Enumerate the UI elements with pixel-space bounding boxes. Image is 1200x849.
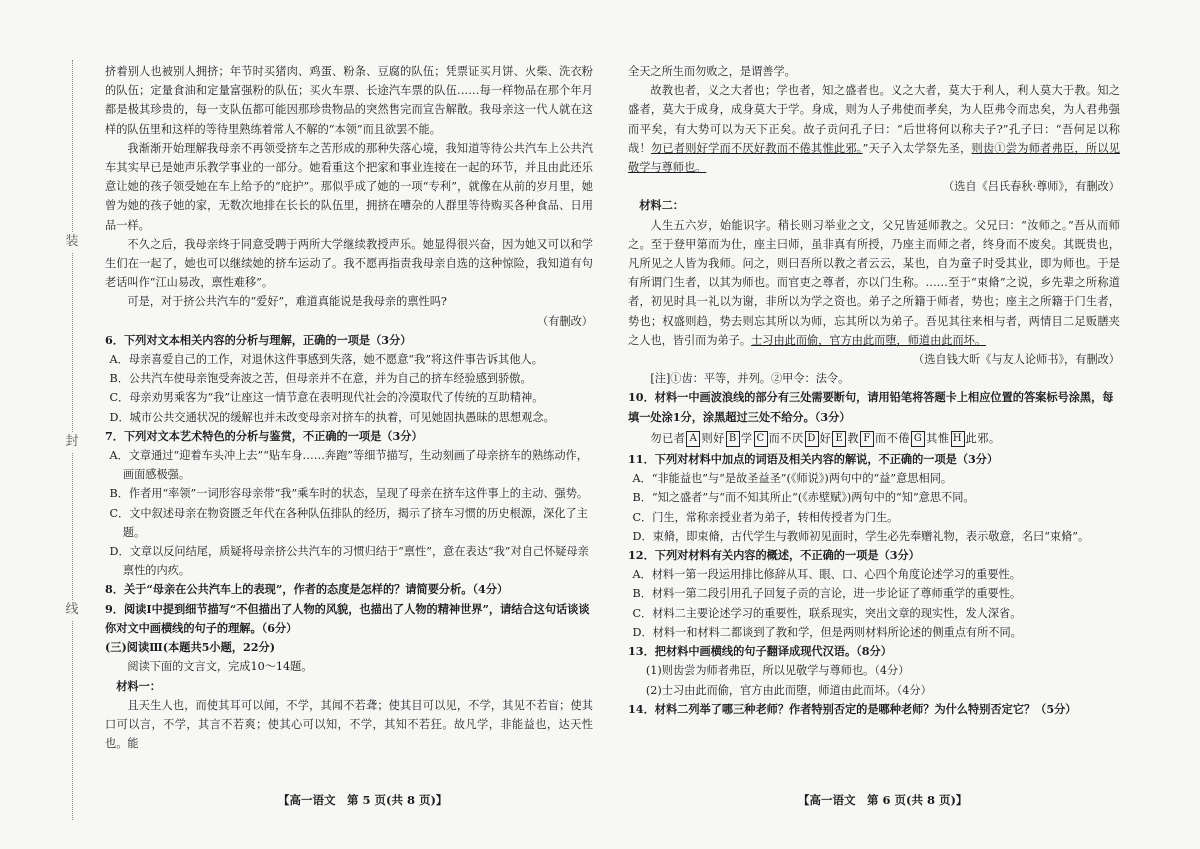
question-6-option-d: D．城市公共交通状况的缓解也并未改变母亲对挤车的执着，可见她固执愚昧的思想观念。 — [109, 410, 555, 424]
question-6-stem: 6．下列对文本相关内容的分析与理解，正确的一项是（3分） — [105, 332, 412, 347]
q10-box-e: E — [832, 431, 846, 447]
section-heading: (三)阅读Ⅲ(本题共5小题，22分) — [105, 640, 276, 655]
q10-box-h: H — [951, 431, 965, 447]
question-6-option-b: B．公共汽车使母亲饱受奔波之苦，但母亲并不在意，并为自己的挤车经验感到骄傲。 — [109, 372, 532, 386]
q10-box-b: B — [726, 431, 740, 447]
underlined-sentence-1: 则齿①尝为师者弗臣，所以见敬学与尊师也。 — [628, 141, 1120, 175]
q10-box-c: C — [754, 431, 768, 447]
question-14: 14．材料二列举了哪三种老师？作者特别否定的是哪种老师？为什么特别否定它？（5分） — [628, 701, 1077, 716]
question-12-option-d: D．材料一和材料二都谈到了教和学，但是两则材料所论述的侧重点有所不同。 — [632, 625, 1022, 639]
question-12-option-a: A．材料一第一段运用排比修辞从耳、眼、口、心四个角度论述学习的重要性。 — [632, 568, 1021, 582]
wavy-line-sentence: 勿已者则好学而不厌好教而不倦其惟此邪。 — [650, 141, 863, 155]
question-13: 13．把材料中画横线的句子翻译成现代汉语。（8分） — [628, 644, 892, 659]
binding-margin — [58, 60, 88, 820]
material-2-text — [628, 216, 1120, 350]
material-2-label: 材料二： — [639, 198, 684, 213]
story-paragraph: 我渐渐开始理解我母亲不再领受挤车之苦形成的那种失落心境，我知道等待公共汽车上公共汽车其实早已是她声乐教学事业的一部分。她看重这个把家和事业连接在一起的环节，并且由此还乐意让她的孩子领受她在车上给予的“庇护”。那似乎成了她的一项“专利”，就像在从前的岁月里，她曾为她的孩子她的家，无数次地排在长长的队伍里，拥挤在嘈杂的人群里等待购买各种食品、日用品一样。 — [105, 141, 593, 232]
q10-segment-text: 好 — [819, 431, 832, 445]
p2-text: 故教也者，义之大者也；学也者，知之盛者也。义之大者，莫大于利人，利人莫大于教。知之盛者，莫大于成身，成身莫大于学。身成，则为人子弗使而孝矣，为人臣弗令而忠矣，为人君弗强而平矣，有大势可以为天下正矣。故子贡问孔子曰：“后世将何以称夫子?”孔子曰：“吾何足以称哉！ — [628, 84, 1120, 155]
m2-text: 人生五六岁，始能识字。稍长则习举业之文，父兄皆延师教之。父兄曰：“汝师之。”吾从而师之。至于登甲第而为仕，座主曰师，虽非真有所授，乃座主而师之者，终身而不废矣。其既贵也，凡所见之人皆为我师。问之，则曰吾所以教之者云云，某也，自为童子时受其业，即为师也。于是有所谓门生者，以其为师也。而官吏之尊者，亦以门生称。……至于“束脩”之说，乡先辈之所称道者，初见时具一礼以为谢，非所以为学之资也。弟子之所籍于师者，势也；座主之所籍于门生者，势也；权盛则趋，势去则忘其所以为师，忘其所以为弟子。吾见其往来相与者，两情目二足贩膳夹之人也，皆引而为弟子。 — [628, 218, 1120, 347]
q10-box-f: F — [860, 431, 874, 447]
q10-box-d: D — [805, 431, 819, 447]
material-1-text: 且天生人也，而使其耳可以闻，不学，其闻不若聋；使其目可以见，不学，其见不若盲；使其口可以言，不学，其言不若爽；使其心可以知，不学，其知不若狂。故凡学，非能益也，达天性也。能 — [105, 698, 593, 751]
question-12-option-b: B．材料一第二段引用孔子回复子贡的言论，进一步论证了尊师重学的重要性。 — [632, 587, 1022, 601]
story-source: （有删改） — [537, 314, 593, 328]
question-9: 9．阅读Ⅰ中提到细节描写“不但描出了人物的风貌，也描出了人物的精神世界”，请结合这句话谈谈你对文中画横线的句子的理解。（6分） — [105, 601, 590, 635]
question-13-part-1: (1)则齿尝为师者弗臣，所以见敬学与尊师也。（4分） — [645, 664, 910, 678]
q10-box-a: A — [686, 431, 700, 447]
question-12-option-c: C．材料二主要论述学习的重要性，联系现实，突出文章的现实性，发人深省。 — [632, 606, 1022, 620]
q10-prefix: 勿已者 — [650, 431, 686, 445]
underlined-sentence-2: 士习由此而偷，官方由此而堕，师道由此而坏。 — [751, 333, 987, 347]
binding-char-feng: 封 — [62, 432, 82, 452]
question-8: 8．关于“母亲在公共汽车上的表现”，作者的态度是怎样的？请简要分析。（4分） — [105, 582, 509, 597]
question-11-option-b: B．“知之盛者”与“而不知其所止”(《赤壁赋》)两句中的“知”意思不同。 — [632, 491, 975, 505]
page-6-column — [628, 62, 1120, 719]
question-6-option-c: C．母亲劝男乘客为“我”让座这一情节意在表明现代社会的冷漠取代了传统的互助精神。 — [109, 391, 544, 405]
q10-segment-text: 学 — [740, 431, 753, 445]
section-instruction: 阅读下面的文言文，完成10～14题。 — [127, 660, 313, 674]
story-paragraph: 不久之后，我母亲终于同意受聘于两所大学继续教授声乐。她显得很兴奋，因为她又可以和学生们在一起了，她也可以继续她的挤车运动了。我不愿再指责我母亲自选的这种惊险，我知道有句老话叫作“江山易改，禀性难移”。 — [105, 237, 593, 290]
material-2-source: （选自钱大昕《与友人论师书》，有删改） — [913, 353, 1120, 367]
question-11-stem: 11．下列对材料中加点的词语及相关内容的解说，不正确的一项是（3分） — [628, 452, 999, 467]
question-10: 10．材料一中画波浪线的部分有三处需要断句，请用铅笔将答题卡上相应位置的答案标号涂黑，每填一处涂1分，涂黑超过三处不给分。（3分） — [628, 390, 1114, 424]
question-11-option-d: D．束脩，即束脩，古代学生与教师初见面时，学生必先奉赠礼物，表示敬意，名曰“束脩”。 — [632, 529, 1090, 543]
p2-text: ”天子入太学祭先圣， — [862, 141, 972, 155]
story-paragraph: 挤着别人也被别人拥挤；年节时买猪肉、鸡蛋、粉条、豆腐的队伍；凭票证买月饼、火柴、洗衣粉的队伍；定量食油和定量富强粉的队伍；买火车票、长途汽车票的队伍……每一样物品在那个年月都是极其珍贵的，每一支队伍都可能因那珍贵物品的突然售完而宣告解散。我母亲这一代人就在这样的队伍里和这样的等待里熟练着常人不解的“本领”而且欲罢不能。 — [105, 65, 593, 136]
q10-segment-text: 教 — [847, 431, 860, 445]
material-1-continued: 全天之所生而勿败之，是谓善学。 — [628, 65, 796, 78]
q10-segment-text: 此邪。 — [965, 431, 1001, 445]
question-7-option-c: C．文中叙述母亲在物资匮乏年代在各种队伍排队的经历，揭示了挤车习惯的历史根源，深化了主题。 — [109, 506, 588, 539]
question-6-option-a: A．母亲喜爱自己的工作，对退休这件事感到失落，她不愿意“我”将这件事告诉其他人。 — [109, 353, 543, 367]
question-11-option-c: C．门生，常称亲授业者为弟子，转相传授者为门生。 — [632, 510, 899, 524]
story-paragraph: 可是，对于挤公共汽车的“爱好”，难道真能说是我母亲的禀性吗? — [127, 295, 447, 309]
q10-segment-text: 而不厌 — [768, 431, 804, 445]
question-7-stem: 7．下列对文本艺术特色的分析与鉴赏，不正确的一项是（3分） — [105, 428, 423, 443]
question-7-option-b: B．作者用“率领”一词形容母亲带“我”乘车时的状态，呈现了母亲在挤车这件事上的主动、强势。 — [109, 487, 589, 501]
q10-segment-text: 而不倦 — [875, 431, 911, 445]
q10-box-g: G — [911, 431, 925, 447]
question-13-part-2: (2)士习由此而偷，官方由此而堕，师道由此而坏。（4分） — [645, 683, 932, 697]
material-1-label: 材料一： — [116, 678, 161, 693]
page-5-column — [105, 62, 593, 753]
annotation-note: [注]①齿：平等，并列。②甲令：法令。 — [650, 372, 850, 386]
binding-char-zhuang: 装 — [62, 232, 82, 252]
binding-char-xian: 线 — [62, 600, 82, 620]
material-1-paragraph-2 — [628, 81, 1120, 177]
question-7-option-d: D．文章以反问结尾，质疑将母亲挤公共汽车的习惯归结于“禀性”，意在表达“我”对自己怀疑母亲禀性的内疚。 — [109, 545, 589, 578]
q10-segment-text: 其惟 — [926, 431, 950, 445]
question-12-stem: 12．下列对材料有关内容的概述，不正确的一项是（3分） — [628, 548, 920, 563]
question-7-option-a: A．文章通过“迎着车头冲上去”“贴车身……奔跑”等细节描写，生动刻画了母亲挤车的熟练动作，画面感极强。 — [109, 449, 588, 482]
question-10-segmentation-line — [650, 429, 1120, 448]
question-11-option-a: A．“非能益也”与“是故圣益圣”(《师说》)两句中的“益”意思相同。 — [632, 472, 953, 486]
q10-segment-text: 则好 — [701, 431, 725, 445]
page-6-footer: 【高一语文 第 6 页(共 8 页)】 — [798, 793, 968, 807]
material-1-source: （选自《吕氏春秋·尊师》，有删改） — [943, 180, 1120, 194]
page-5-footer: 【高一语文 第 5 页(共 8 页)】 — [278, 793, 448, 807]
